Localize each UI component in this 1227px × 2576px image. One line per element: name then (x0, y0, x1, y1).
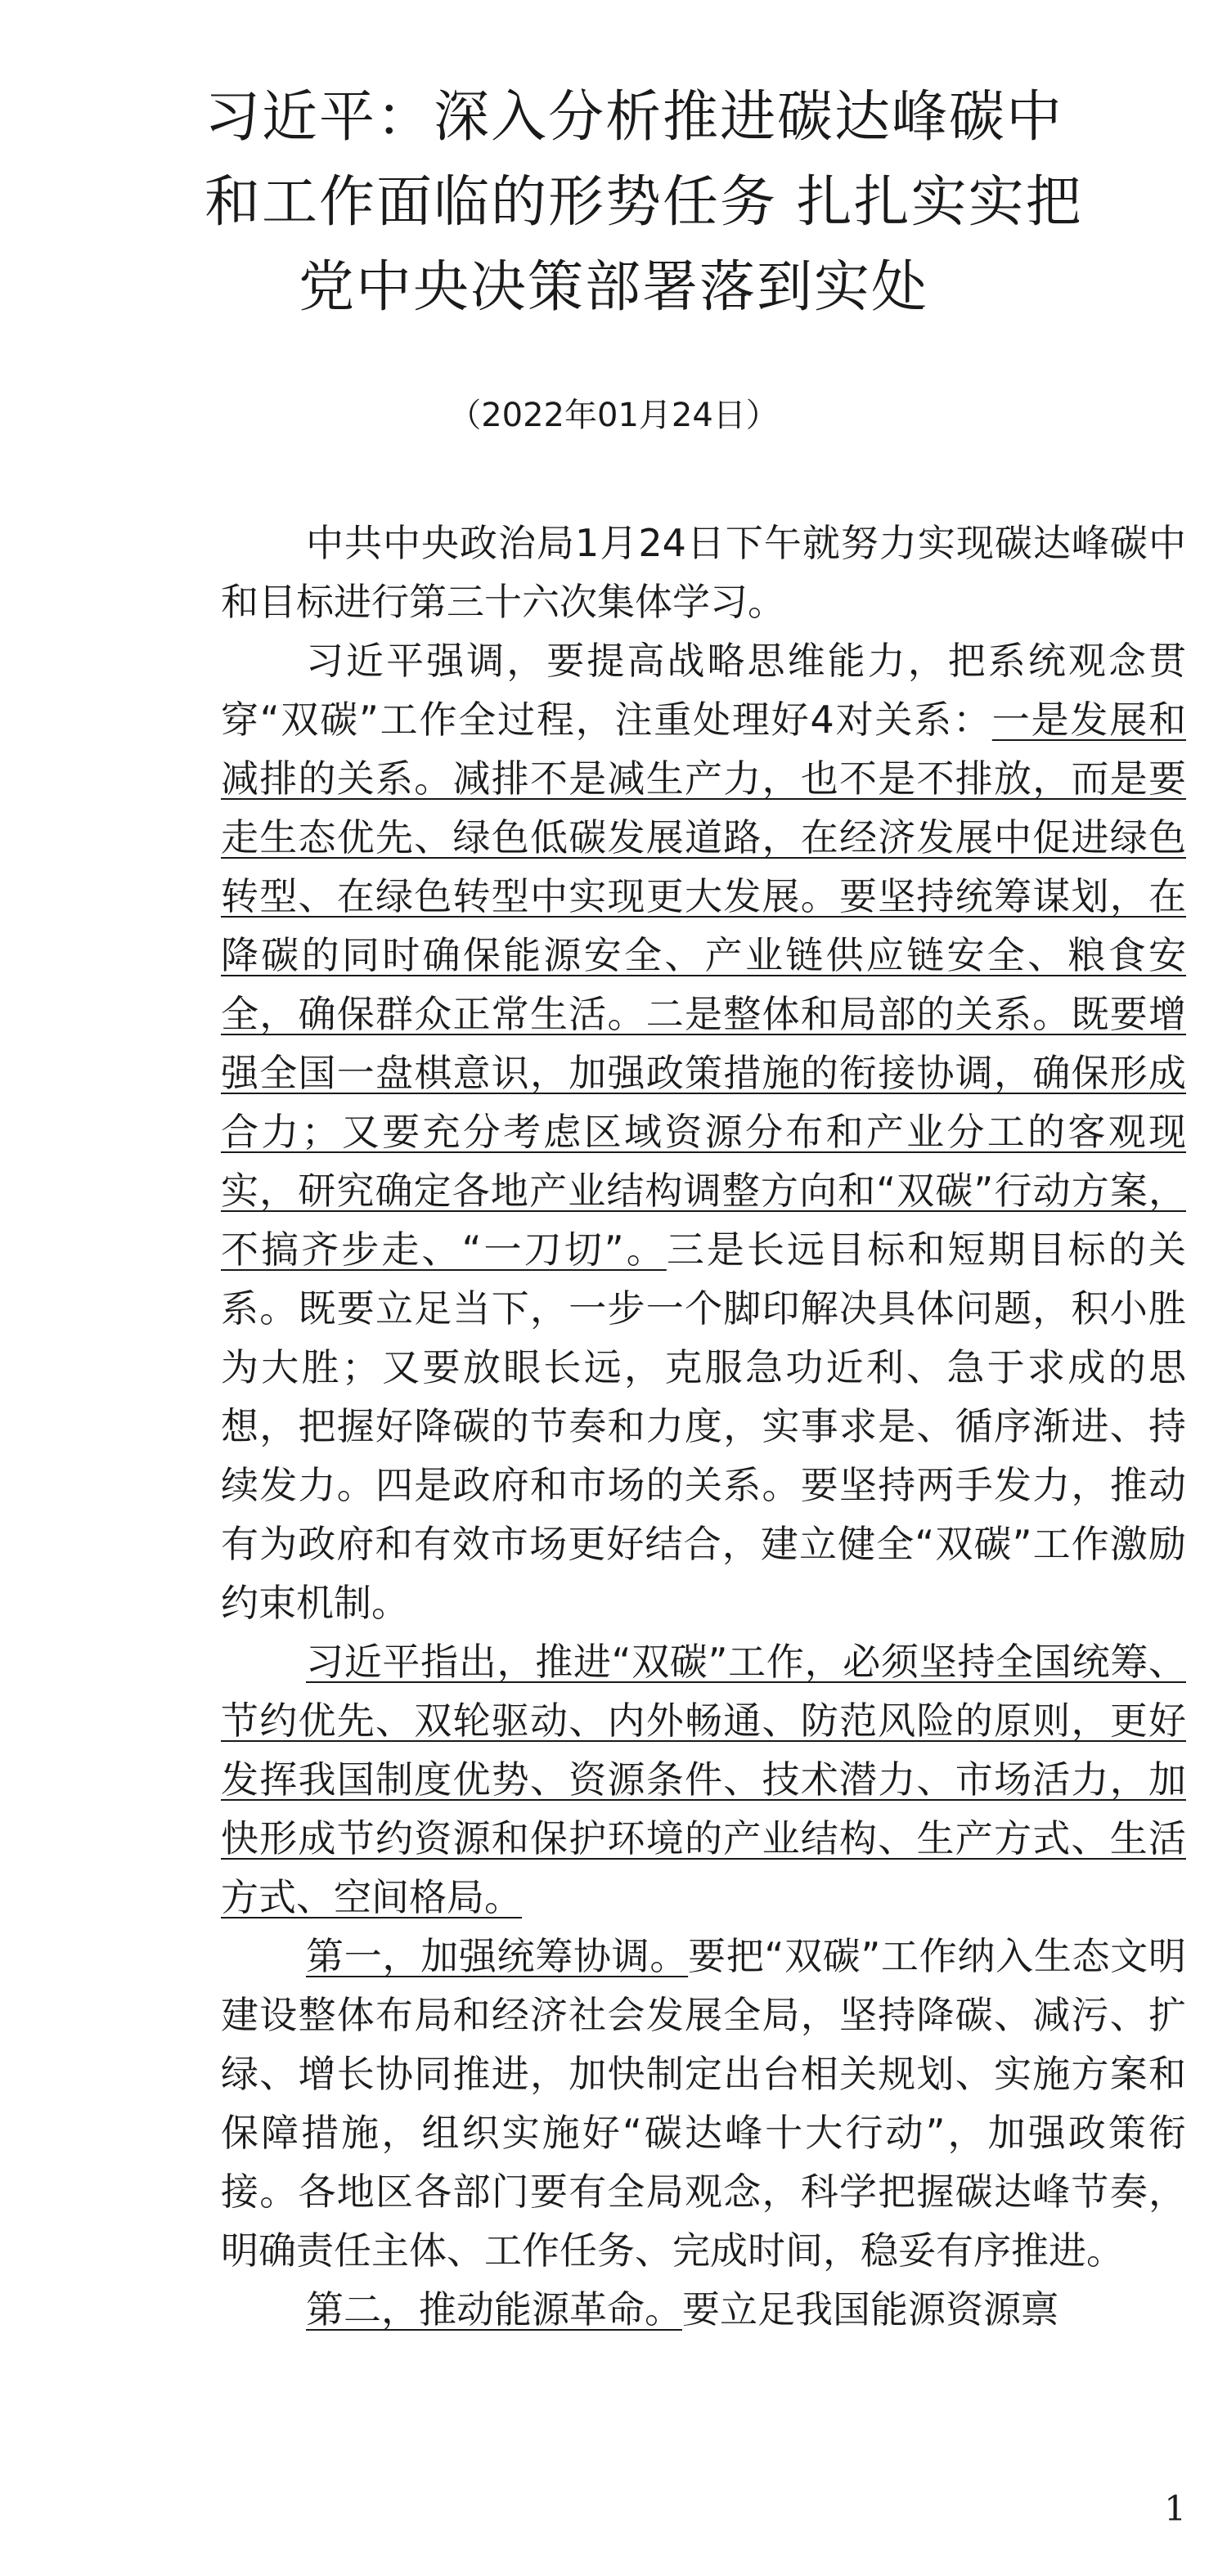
page-title (204, 75, 1083, 330)
underlined-heading-run: 第一，加强统筹协调。 (306, 1934, 689, 1978)
paragraph (221, 1632, 1186, 1927)
page-number: 1 (1164, 2488, 1186, 2529)
text-run: 三是长远目标和短期目标的关系。既要立足当下，一步一个脚印解决具体问题，积小胜为大胜；又要放眼长远，克服急功近利、急于求成的思想，把握好降碳的节奏和力度，实事求是、循序渐进、持续发力。四是政府和市场的关系。要坚持两手发力，推动有为政府和有效市场更好结合，建立健全“双碳”工作激励约束机制。 (221, 1227, 1186, 1625)
text-run: 中共中央政治局1月24日下午就努力实现碳达峰碳中和目标进行第三十六次集体学习。 (221, 521, 1186, 624)
title-line: 党中央决策部署落到实处 (298, 255, 928, 320)
underlined-heading-run: 第二，推动能源革命。 (306, 2287, 682, 2331)
paragraph (221, 514, 1186, 631)
publish-date: （2022年01月24日） (448, 397, 779, 434)
underlined-text-run: 一是发展和减排的关系。减排不是减生产力，也不是不排放，而是要走生态优先、绿色低碳发展道路，在经济发展中促进绿色转型、在绿色转型中实现更大发展。要坚持统筹谋划，在降碳的同时确保能源安全、产业链供应链安全、粮食安全，确保群众正常生活。二是整体和局部的关系。既要增强全国一盘棋意识，加强政策措施的衔接协调，确保形成合力；又要充分考虑区域资源分布和产业分工的客观现实，研究确定各地产业结构调整方向和“双碳”行动方案，不搞齐步走、“一刀切”。 (221, 698, 1186, 1272)
paragraph (221, 631, 1186, 1632)
text-run: 习近平强调，要提高战略思维能力，把系统观念贯穿“双碳”工作全过程，注重处理好4对关系： (221, 639, 1186, 742)
title-line: 和工作面临的形势任务 扎扎实实把 (204, 170, 1083, 235)
underlined-text-run: 习近平指出，推进“双碳”工作，必须坚持全国统筹、节约优先、双轮驱动、内外畅通、防范风险的原则，更好发挥我国制度优势、资源条件、技术潜力、市场活力，加快形成节约资源和保护环境的产业结构、生产方式、生活方式、空间格局。 (221, 1640, 1186, 1919)
article-body (221, 514, 1186, 2339)
text-run: 要立足我国能源资源禀 (682, 2287, 1058, 2331)
text-run: 要把“双碳”工作纳入生态文明建设整体布局和经济社会发展全局，坚持降碳、减污、扩绿、增长协同推进，加快制定出台相关规划、实施方案和保障措施，组织实施好“碳达峰十大行动”，加强政策衔接。各地区各部门要有全局观念，科学把握碳达峰节奏，明确责任主体、工作任务、完成时间，稳妥有序推进。 (221, 1934, 1187, 2273)
paragraph (221, 2280, 1186, 2339)
paragraph (221, 1927, 1186, 2280)
title-line: 习近平：深入分析推进碳达峰碳中 (204, 85, 1064, 150)
